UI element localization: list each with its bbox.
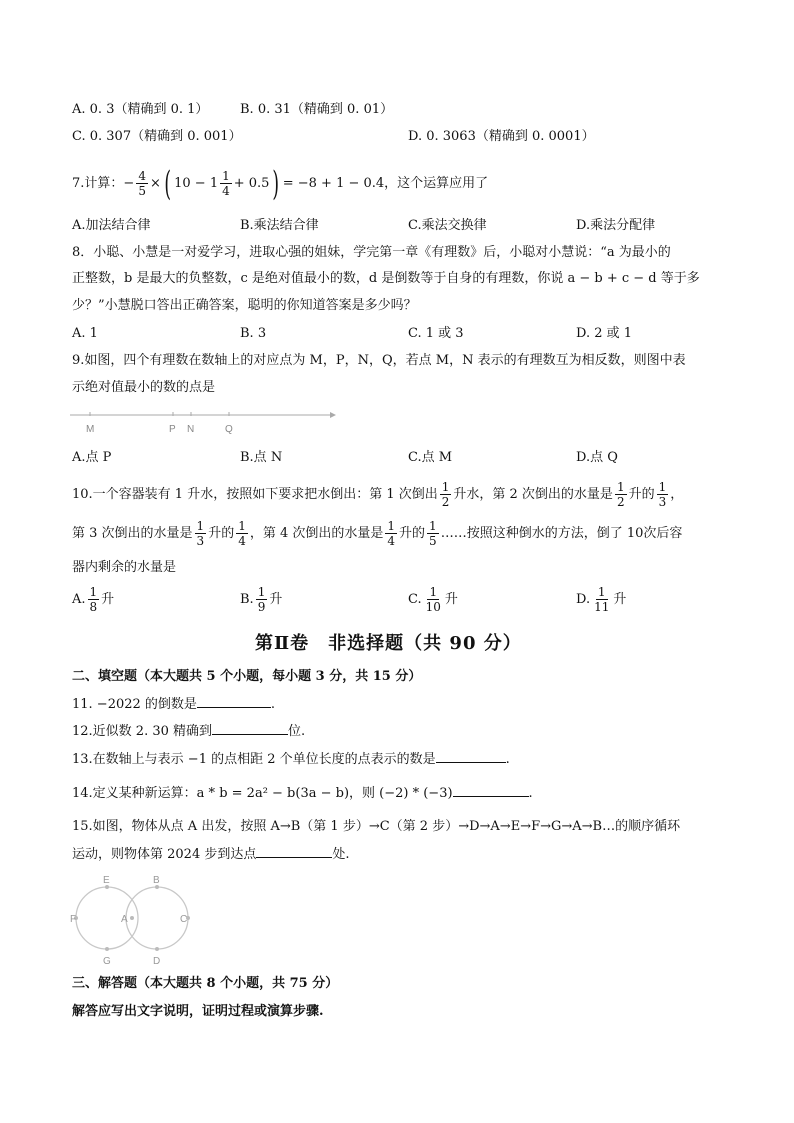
frac-1-4: $\frac{1}{4}$ [238, 519, 246, 548]
q7-prefix: 7.计算： [72, 176, 124, 191]
point-a: A [121, 914, 128, 925]
q10-line-3: 器内剩余的水量是 [72, 560, 177, 575]
frac-1-3: $\frac{1}{3}$ [658, 480, 667, 509]
q12: 12.近似数 2. 30 精确到 位. [72, 724, 306, 739]
q7-option-c: C.乘法交换律 [408, 218, 487, 233]
frac-1-4: $\frac{1}{4}$ [387, 519, 396, 548]
section-solve-title: 三、解答题（本大题共 8 个小题，共 75 分） [72, 976, 339, 991]
q6-option-b: B. 0. 31（精确到 0. 01） [240, 102, 394, 117]
q8-option-c: C. 1 或 3 [408, 326, 464, 341]
q8-line-1: 8．小聪、小慧是一对爱学习，进取心强的姐妹，学完第一章《有理数》后，小聪对小慧说：“a 为最小的 [72, 245, 671, 260]
q10-option-a: A. $\frac{1}{8}$ 升 [72, 585, 115, 614]
q10-option-c: C. $\frac{1}{10}$ 升 [408, 585, 458, 614]
q7-fraction-1-4: $\frac{1}{4}$ [222, 169, 230, 198]
point-d: D [153, 956, 161, 967]
section-fill-in-title: 二、填空题（本大题共 5 个小题，每小题 3 分，共 15 分） [72, 669, 422, 684]
q7-plus: + 0.5 [233, 176, 270, 191]
q8-option-a: A. 1 [72, 326, 98, 341]
q9-option-c: C.点 M [408, 450, 453, 465]
point-b: B [153, 875, 160, 886]
section-solve-note: 解答应写出文字说明，证明过程或演算步骤. [72, 1004, 324, 1019]
answer-blank [436, 750, 506, 763]
right-circle [126, 887, 188, 949]
q15-line-2: 运动，则物体第 2024 步到达点 处. [72, 847, 350, 862]
answer-blank [197, 695, 271, 708]
q9-line-1: 9.如图，四个有理数在数轴上的对应点为 M，P，N，Q，若点 M，N 表示的有理数互为相反数，则图中表 [72, 353, 686, 368]
part2-title: 第Ⅱ卷 非选择题（共 90 分） [255, 633, 522, 654]
q7-times: × [149, 176, 161, 191]
q9-option-d: D.点 Q [576, 450, 618, 465]
q7-minus: − [123, 176, 135, 191]
q11: 11. −2022 的倒数是 . [72, 697, 276, 712]
frac-1-5: $\frac{1}{5}$ [429, 519, 437, 548]
q8-option-b: B. 3 [240, 326, 267, 341]
point-f: F [70, 914, 77, 925]
q9-option-a: A.点 P [72, 450, 112, 465]
q7-option-b: B.乘法结合律 [240, 218, 319, 233]
number-line-figure [68, 408, 338, 438]
q7-fraction-4-5: $\frac{4}{5}$ [138, 169, 146, 198]
q14: 14.定义某种新运算：a * b = 2a² − b(3a − b)，则 (−2) * (−3) . [72, 786, 533, 801]
q7-suffix: ，这个运算应用了 [384, 176, 489, 191]
q15-line-1: 15.如图，物体从点 A 出发，按照 A→B（第 1 步）→C（第 2 步）→D→A→E→F→G→A→B…的顺序循环 [72, 819, 681, 834]
q8-line-2: 正整数，b 是最大的负整数，c 是绝对值最小的数，d 是倒数等于自身的有理数，你说 a − b + c − d 等于多 [72, 271, 700, 286]
q10-line-1: 10.一个容器装有 1 升水，按照如下要求把水倒出：第 1 次倒出 $\frac{1}{2}$ 升水，第 2 次倒出的水量是 $\frac{1}{2}$ 升的 $\frac{1}{3}$ ， [72, 480, 684, 509]
q7-right-paren: ) [272, 163, 280, 204]
q6-option-c: C. 0. 307（精确到 0. 001） [72, 129, 242, 144]
q10-option-b: B. $\frac{1}{9}$ 升 [240, 585, 283, 614]
label-n: N [187, 424, 195, 435]
figure-eight-diagram [70, 868, 200, 968]
answer-blank [212, 722, 288, 735]
q8-line-3: 少？”小慧脱口答出正确答案，聪明的你知道答案是多少吗？ [72, 298, 417, 313]
q6-option-a: A. 0. 3（精确到 0. 1） [72, 102, 209, 117]
q7-option-a: A.加法结合律 [72, 218, 151, 233]
q7-option-d: D.乘法分配律 [576, 218, 656, 233]
label-m: M [86, 424, 95, 435]
q7-term: 10 − 1 [174, 176, 219, 191]
q7-stem [72, 163, 489, 204]
point-e: E [103, 875, 110, 886]
q6-option-d: D. 0. 3063（精确到 0. 0001） [408, 129, 595, 144]
answer-blank [256, 845, 332, 858]
point-c: C [180, 914, 188, 925]
label-q: Q [225, 424, 233, 435]
frac-1-2: $\frac{1}{2}$ [441, 480, 450, 509]
q7-left-paren: ( [164, 163, 171, 204]
left-circle [76, 887, 138, 949]
q8-option-d: D. 2 或 1 [576, 326, 633, 341]
number-line-arrow [330, 412, 336, 418]
q9-line-2: 示绝对值最小的数的点是 [72, 380, 216, 395]
point-g: G [103, 956, 111, 967]
frac-1-3: $\frac{1}{3}$ [196, 519, 205, 548]
q7-result: = −8 + 1 − 0.4 [282, 176, 385, 191]
answer-blank [453, 784, 529, 797]
q10-line-2: 第 3 次倒出的水量是 $\frac{1}{3}$ 升的 $\frac{1}{4}$ ，第 4 次倒出的水量是 $\frac{1}{4}$ 升的 $\frac{1}{5}$ ……按照这种倒水的方法，倒了 10次后容 [72, 519, 683, 548]
q13: 13.在数轴上与表示 −1 的点相距 2 个单位长度的点表示的数是 . [72, 752, 510, 767]
frac-1-2: $\frac{1}{2}$ [616, 480, 625, 509]
q10-option-d: D. $\frac{1}{11}$ 升 [576, 585, 627, 614]
q9-option-b: B.点 N [240, 450, 283, 465]
label-p: P [169, 424, 176, 435]
